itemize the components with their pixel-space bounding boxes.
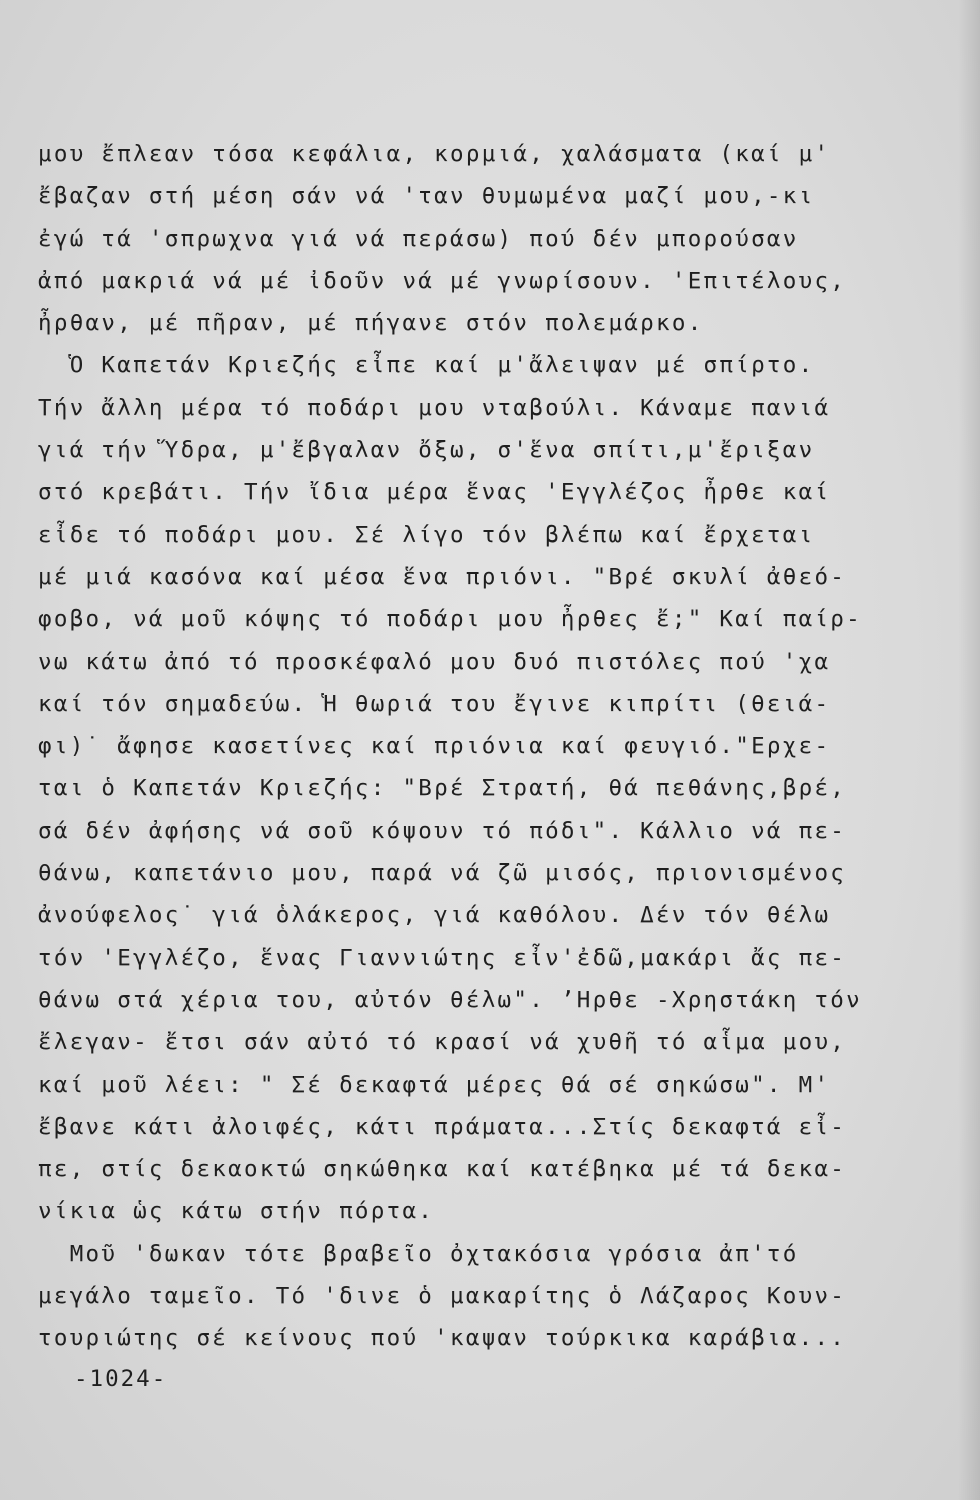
text-line: ἐγώ τά 'σπρωχνα γιά νά περάσω) πού δέν μπορούσαν [38,225,799,252]
text-line: ται ὁ Καπετάν Κριεζής: "Βρέ Στρατή, θά πεθάνης,βρέ, [38,775,847,802]
text-line: Ὁ Καπετάν Κριεζής εἶπε καί μ'ἄλειψαν μέ σπίρτο. [38,352,815,379]
text-line: ἔβαζαν στή μέση σάν νά 'ταν θυμωμένα μαζί μου,-κι [38,183,815,210]
text-line: θάνω, καπετάνιο μου, παρά νά ζῶ μισός, πριονισμένος [38,860,847,887]
text-line: νω κάτω ἀπό τό προσκέφαλό μου δυό πιστόλες πού 'χα [38,648,831,675]
text-line: εἶδε τό ποδάρι μου. Σέ λίγο τόν βλέπω καί ἔρχεται [38,521,815,548]
text-line: ἦρθαν, μέ πῆραν, μέ πήγανε στόν πολεμάρκο. [38,310,704,337]
text-line: γιά τήν Ὕδρα, μ'ἔβγαλαν ὄξω, σ'ἕνα σπίτι,μ'ἔριξαν [38,437,815,464]
text-line: καί μοῦ λέει: " Σέ δεκαφτά μέρες θά σέ σηκώσω". Μ' [38,1071,831,1098]
text-line: μέ μιά κασόνα καί μέσα ἕνα πριόνι. "Βρέ σκυλί ἀθεό- [38,563,847,590]
text-line: μεγάλο ταμεῖο. Τό 'δινε ὁ μακαρίτης ὁ Λάζαρος Κουν- [38,1283,847,1310]
text-line: ἀπό μακριά νά μέ ἰδοῦν νά μέ γνωρίσουν. 'Επιτέλους, [38,267,847,294]
text-line: Τήν ἄλλη μέρα τό ποδάρι μου νταβούλι. Κάναμε πανιά [38,394,831,421]
text-line: Μοῦ 'δωκαν τότε βραβεῖο ὀχτακόσια γρόσια ἀπ'τό [38,1240,799,1267]
text-line: τουριώτης σέ κείνους πού 'καψαν τούρκικα καράβια... [38,1325,847,1352]
text-line: ἔβανε κάτι ἀλοιφές, κάτι πράματα...Στίς δεκαφτά εἶ- [38,1113,847,1140]
body-text [38,133,938,1360]
text-line: ἀνούφελος˙ γιά ὁλάκερος, γιά καθόλου. Δέν τόν θέλω [38,902,831,929]
page-edge-shadow [958,0,980,1500]
text-line: σά δέν ἀφήσης νά σοῦ κόψουν τό πόδι". Κάλλιο νά πε- [38,817,847,844]
text-line: φι)˙ ἄφησε κασετίνες καί πριόνια καί φευγιό."Ερχε- [38,733,831,760]
text-line: μου ἔπλεαν τόσα κεφάλια, κορμιά, χαλάσματα (καί μ' [38,141,831,167]
text-line: ἔλεγαν- ἔτσι σάν αὐτό τό κρασί νά χυθῆ τό αἷμα μου, [38,1029,847,1056]
text-line: νίκια ὡς κάτω στήν πόρτα. [38,1198,435,1225]
text-line: φοβο, νά μοῦ κόψης τό ποδάρι μου ἦρθες ἔ;" Καί παίρ- [38,606,862,633]
text-line: πε, στίς δεκαοκτώ σηκώθηκα καί κατέβηκα μέ τά δεκα- [38,1156,847,1183]
text-line: τόν 'Εγγλέζο, ἕνας Γιαννιώτης εἶν'ἐδῶ,μακάρι ἄς πε- [38,944,847,971]
text-line: καί τόν σημαδεύω. Ἡ θωριά του ἔγινε κιπρίτι (θειά- [38,690,831,717]
text-line: στό κρεβάτι. Τήν ἴδια μέρα ἕνας 'Εγγλέζος ἦρθε καί [38,479,831,506]
page-number: -1024- [74,1366,168,1392]
text-line: θάνω στά χέρια του, αὐτόν θέλω". ʼΗρθε -Χρηστάκη τόν [38,986,862,1013]
